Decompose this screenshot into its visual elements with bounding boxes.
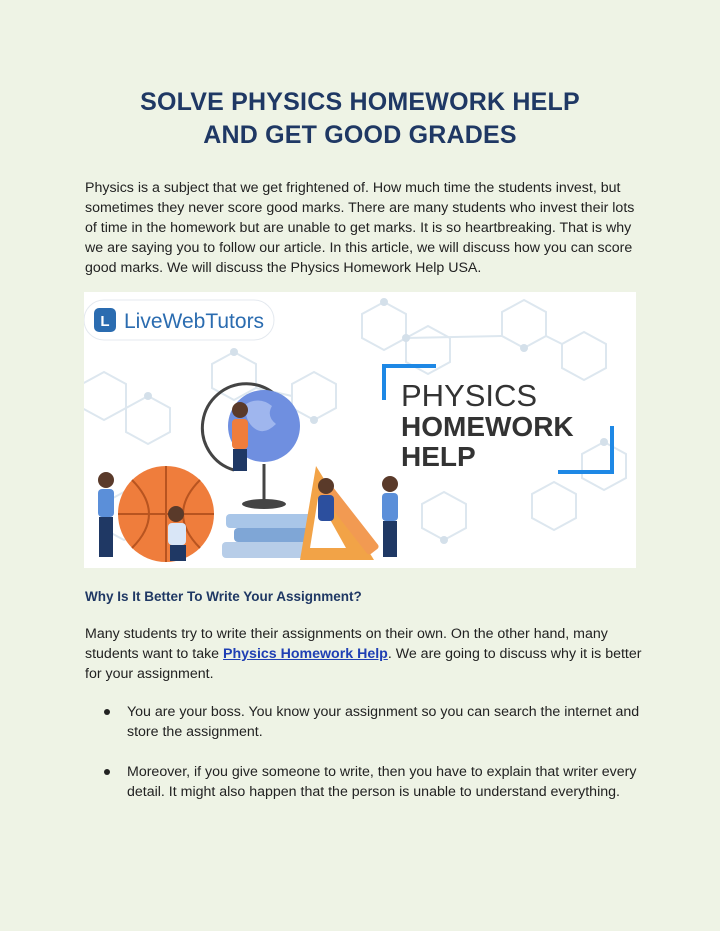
bullet-dot-icon: [104, 769, 110, 775]
section-paragraph-after: . We are going to discuss why it is better for your assignment.: [85, 646, 642, 682]
basketball-illustration: [118, 466, 214, 562]
banner-illustration: [84, 292, 636, 568]
person-right-figure: [382, 476, 398, 557]
intro-paragraph: Physics is a subject that we get frightened of. How much time the students invest, but sometimes they never score good marks. There are many students who invest their lots of time in the homework but are unable to get marks. It is so heartbreaking. That is why we are saying you to follow our article. In this article, we will discuss how you can score good marks. We will discuss the Physics Homework Help USA.: [85, 180, 635, 276]
logo-mark: L: [100, 313, 110, 330]
person-standing-figure: [232, 402, 248, 471]
bullet-list: [104, 702, 649, 822]
page-title-line-2: AND GET GOOD GRADES: [203, 121, 517, 149]
banner-headline-help: HELP: [401, 441, 476, 472]
section-paragraph: [85, 624, 645, 684]
list-item: [104, 702, 649, 742]
section-paragraph-before: Many students try to write their assignments on their own. On the other hand, many students want to take: [85, 626, 608, 662]
bullet-text: Moreover, if you give someone to write, then you have to explain that writer every detail. It might also happen that the person is unable to understand everything.: [127, 764, 637, 800]
livewebtutors-logo: [84, 300, 274, 340]
person-left-figure: [98, 472, 114, 557]
list-item: [104, 762, 649, 802]
page-title-line-1: SOLVE PHYSICS HOMEWORK HELP: [140, 88, 580, 116]
globe-illustration: [202, 384, 300, 509]
banner-headline-physics: PHYSICS: [401, 378, 538, 413]
page-title: [0, 86, 720, 152]
physics-homework-help-link[interactable]: Physics Homework Help: [223, 646, 388, 662]
person-center-figure: [318, 478, 334, 521]
banner-image: [84, 292, 636, 568]
bullet-text: You are your boss. You know your assignment so you can search the internet and store the assignment.: [127, 704, 640, 740]
banner-headline-homework: HOMEWORK: [401, 411, 574, 442]
person-sitting-figure: [168, 506, 186, 561]
bullet-dot-icon: [104, 709, 110, 715]
logo-text: LiveWebTutors: [124, 310, 265, 333]
section-heading: Why Is It Better To Write Your Assignment?: [85, 589, 362, 604]
